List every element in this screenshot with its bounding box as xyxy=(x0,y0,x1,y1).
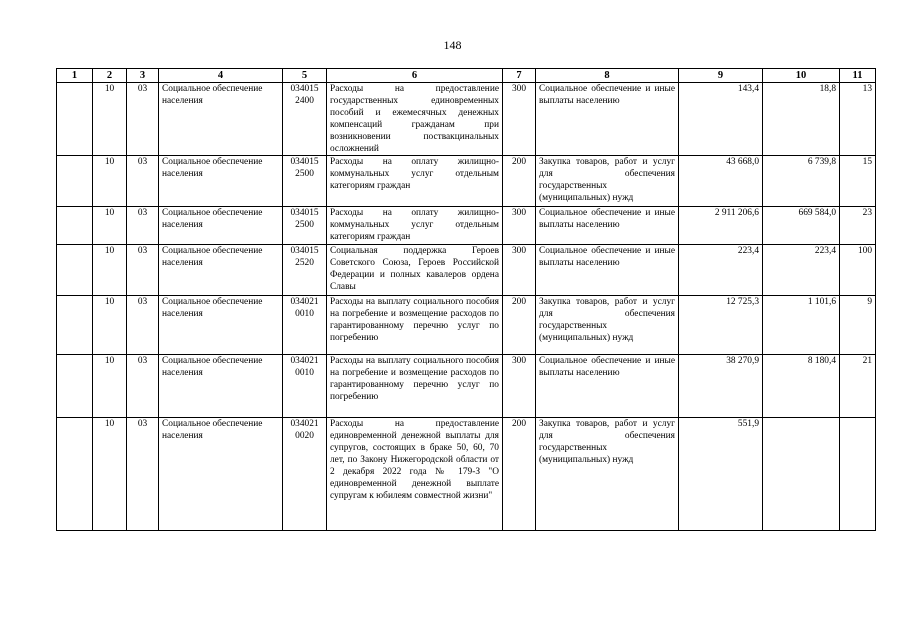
cell-executed: 8 180,4 xyxy=(763,355,840,418)
cell-plan: 43 668,0 xyxy=(679,156,763,207)
column-header: 1 xyxy=(57,69,93,83)
cell-executed: 223,4 xyxy=(763,245,840,296)
cell-subsection-name: Социальное обеспечение населения xyxy=(159,355,283,418)
cell-section: 10 xyxy=(93,355,127,418)
cell-expense-type: 200 xyxy=(503,156,536,207)
column-header: 11 xyxy=(840,69,876,83)
cell-section: 10 xyxy=(93,418,127,531)
cell-expense-type-name: Закупка товаров, работ и услуг для обеспечения государственных (муниципальных) нужд xyxy=(536,418,679,531)
cell-subsection-name: Социальное обеспечение населения xyxy=(159,296,283,355)
cell-subsection-name: Социальное обеспечение населения xyxy=(159,83,283,156)
cell-executed: 18,8 xyxy=(763,83,840,156)
cell-expense-type-name: Социальное обеспечение и иные выплаты населению xyxy=(536,245,679,296)
cell-article-name: Социальная поддержка Героев Советского Союза, Героев Российской Федерации и полных кавалеров ордена Славы xyxy=(327,245,503,296)
page-number: 148 xyxy=(443,38,462,52)
cell-expense-type-name: Социальное обеспечение и иные выплаты населению xyxy=(536,207,679,245)
cell-subsection: 03 xyxy=(127,83,159,156)
cell-percent: 21 xyxy=(840,355,876,418)
cell-section: 10 xyxy=(93,83,127,156)
cell-percent: 9 xyxy=(840,296,876,355)
cell-subsection: 03 xyxy=(127,296,159,355)
cell-subsection-name: Социальное обеспечение населения xyxy=(159,156,283,207)
cell-col1 xyxy=(57,207,93,245)
column-header: 6 xyxy=(327,69,503,83)
column-header: 10 xyxy=(763,69,840,83)
table-row xyxy=(57,296,876,355)
cell-target-article: 034015 2520 xyxy=(283,245,327,296)
cell-expense-type: 300 xyxy=(503,83,536,156)
cell-target-article: 034021 0010 xyxy=(283,296,327,355)
table-row xyxy=(57,245,876,296)
cell-expense-type: 300 xyxy=(503,207,536,245)
cell-plan: 2 911 206,6 xyxy=(679,207,763,245)
cell-expense-type-name: Закупка товаров, работ и услуг для обеспечения государственных (муниципальных) нужд xyxy=(536,156,679,207)
cell-article-name: Расходы на предоставление единовременной денежной выплаты для супругов, состоящих в браке 50, 60, 70 лет, по Закону Нижегородской области от 2 декабря 2022 года № 179-З "О единовременной денежной выплате супругам к юбилеям совместной жизни" xyxy=(327,418,503,531)
cell-expense-type-name: Закупка товаров, работ и услуг для обеспечения государственных (муниципальных) нужд xyxy=(536,296,679,355)
cell-plan: 143,4 xyxy=(679,83,763,156)
cell-expense-type: 200 xyxy=(503,418,536,531)
cell-col1 xyxy=(57,245,93,296)
cell-expense-type: 200 xyxy=(503,296,536,355)
cell-target-article: 034015 2400 xyxy=(283,83,327,156)
cell-executed: 669 584,0 xyxy=(763,207,840,245)
cell-col1 xyxy=(57,83,93,156)
cell-col1 xyxy=(57,418,93,531)
cell-plan: 12 725,3 xyxy=(679,296,763,355)
cell-percent: 15 xyxy=(840,156,876,207)
table-row xyxy=(57,418,876,531)
cell-col1 xyxy=(57,156,93,207)
cell-plan: 551,9 xyxy=(679,418,763,531)
cell-plan: 38 270,9 xyxy=(679,355,763,418)
column-header: 7 xyxy=(503,69,536,83)
cell-target-article: 034021 0020 xyxy=(283,418,327,531)
cell-expense-type: 300 xyxy=(503,355,536,418)
cell-expense-type: 300 xyxy=(503,245,536,296)
cell-col1 xyxy=(57,355,93,418)
table-row xyxy=(57,83,876,156)
cell-col1 xyxy=(57,296,93,355)
column-header: 9 xyxy=(679,69,763,83)
cell-percent: 23 xyxy=(840,207,876,245)
budget-table xyxy=(56,68,876,531)
cell-section: 10 xyxy=(93,245,127,296)
column-number-header xyxy=(57,69,876,83)
cell-target-article: 034015 2500 xyxy=(283,207,327,245)
cell-executed xyxy=(763,418,840,531)
column-header: 5 xyxy=(283,69,327,83)
cell-executed: 6 739,8 xyxy=(763,156,840,207)
column-header: 3 xyxy=(127,69,159,83)
column-header: 8 xyxy=(536,69,679,83)
cell-target-article: 034021 0010 xyxy=(283,355,327,418)
cell-percent: 13 xyxy=(840,83,876,156)
column-header: 4 xyxy=(159,69,283,83)
cell-article-name: Расходы на оплату жилищно-коммунальных услуг отдельным категориям граждан xyxy=(327,156,503,207)
cell-subsection-name: Социальное обеспечение населения xyxy=(159,245,283,296)
cell-subsection-name: Социальное обеспечение населения xyxy=(159,418,283,531)
cell-subsection: 03 xyxy=(127,245,159,296)
cell-expense-type-name: Социальное обеспечение и иные выплаты населению xyxy=(536,83,679,156)
cell-article-name: Расходы на выплату социального пособия на погребение и возмещение расходов по гарантированному перечню услуг по погребению xyxy=(327,355,503,418)
cell-section: 10 xyxy=(93,296,127,355)
cell-plan: 223,4 xyxy=(679,245,763,296)
cell-article-name: Расходы на оплату жилищно-коммунальных услуг отдельным категориям граждан xyxy=(327,207,503,245)
cell-subsection: 03 xyxy=(127,207,159,245)
cell-percent: 100 xyxy=(840,245,876,296)
cell-subsection: 03 xyxy=(127,418,159,531)
table-row xyxy=(57,207,876,245)
cell-subsection: 03 xyxy=(127,355,159,418)
table-row xyxy=(57,355,876,418)
cell-percent xyxy=(840,418,876,531)
cell-executed: 1 101,6 xyxy=(763,296,840,355)
cell-target-article: 034015 2500 xyxy=(283,156,327,207)
cell-article-name: Расходы на предоставление государственных единовременных пособий и ежемесячных денежных компенсаций гражданам при возникновении поствакцинальных осложнений xyxy=(327,83,503,156)
cell-expense-type-name: Социальное обеспечение и иные выплаты населению xyxy=(536,355,679,418)
cell-subsection-name: Социальное обеспечение населения xyxy=(159,207,283,245)
cell-section: 10 xyxy=(93,207,127,245)
cell-article-name: Расходы на выплату социального пособия на погребение и возмещение расходов по гарантированному перечню услуг по погребению xyxy=(327,296,503,355)
cell-subsection: 03 xyxy=(127,156,159,207)
table-row xyxy=(57,156,876,207)
cell-section: 10 xyxy=(93,156,127,207)
column-header: 2 xyxy=(93,69,127,83)
